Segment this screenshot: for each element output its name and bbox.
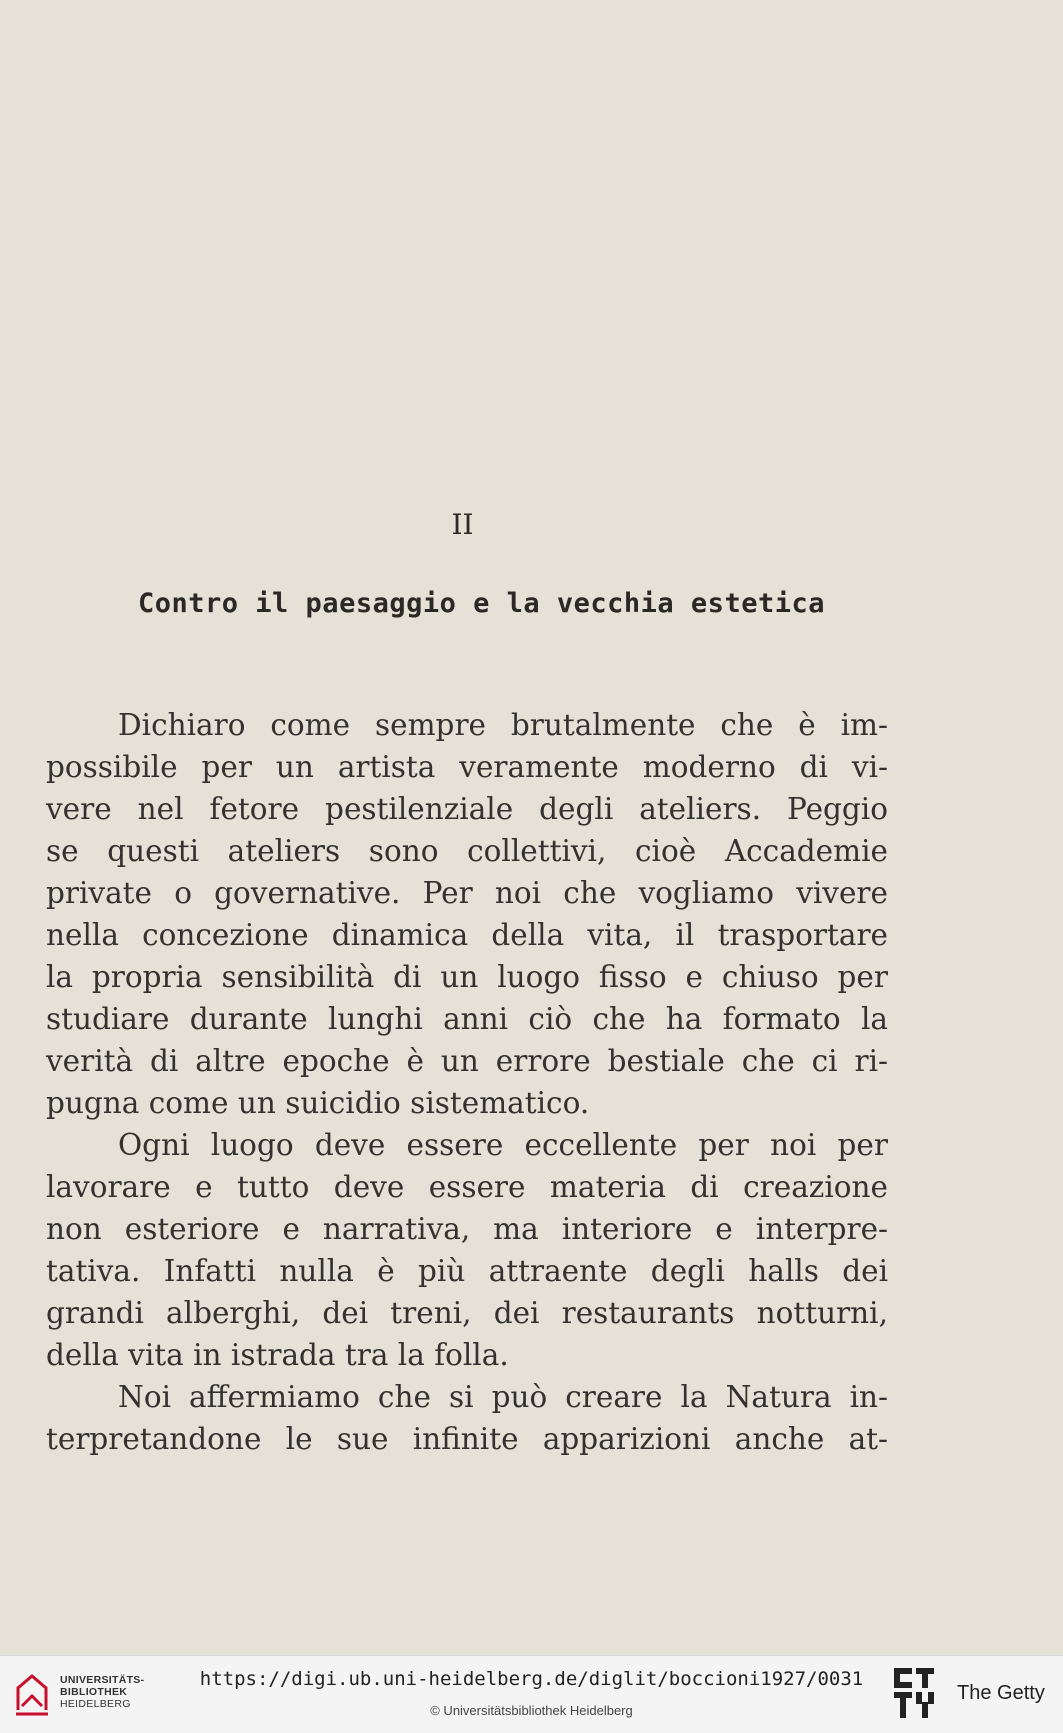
text-line: possibile per un artista veramente moderno di vi- [46,750,888,784]
text-line: della vita in istrada tra la folla. [46,1338,509,1372]
text-line: lavorare e tutto deve essere materia di creazione [46,1170,888,1204]
text-line: vere nel fetore pestilenziale degli ateliers. Peggio [46,792,888,826]
text-line: tativa. Infatti nulla è più attraente degli halls dei [46,1254,888,1288]
chapter-number: II [451,508,474,541]
text-line: Noi affermiamo che si può creare la Natura in- [118,1380,888,1414]
library-name-line1: UNIVERSITÄTS- [60,1674,145,1686]
text-line: terpretandone le sue infinite apparizioni anche at- [46,1422,888,1456]
paragraph [46,1376,888,1460]
library-name-line3: HEIDELBERG [60,1698,131,1710]
text-line: non esteriore e narrativa, ma interiore e interpre- [46,1212,888,1246]
text-line: pugna come un suicidio sistematico. [46,1086,590,1120]
text-line: Dichiaro come sempre brutalmente che è im- [118,708,888,742]
getty-logo-icon[interactable] [892,1666,938,1722]
text-line: verità di altre epoche è un errore bestiale che ci ri- [46,1044,888,1078]
text-line: grandi alberghi, dei treni, dei restaurants notturni, [46,1296,888,1330]
text-line: Ogni luogo deve essere eccellente per noi per [118,1128,888,1162]
text-line: la propria sensibilità di un luogo fisso e chiuso per [46,960,888,994]
chapter-title: Contro il paesaggio e la vecchia estetica [138,588,825,619]
footer-bar [0,1655,1063,1733]
partner-name: The Getty [957,1682,1045,1704]
copyright-notice: © Universitätsbibliothek Heidelberg [430,1703,633,1718]
paragraph [46,704,888,1124]
paragraph [46,1124,888,1376]
text-line: nella concezione dinamica della vita, il trasportare [46,918,888,952]
text-line: studiare durante lunghi anni ciò che ha formato la [46,1002,888,1036]
library-name-line2: BIBLIOTHEK [60,1686,128,1698]
text-line: se questi ateliers sono collettivi, cioè Accademie [46,834,888,868]
body-text [46,704,888,1460]
text-line: private o governative. Per noi che vogliamo vivere [46,876,888,910]
permalink-url[interactable]: https://digi.ub.uni-heidelberg.de/diglit/boccioni1927/0031 [199,1668,864,1690]
